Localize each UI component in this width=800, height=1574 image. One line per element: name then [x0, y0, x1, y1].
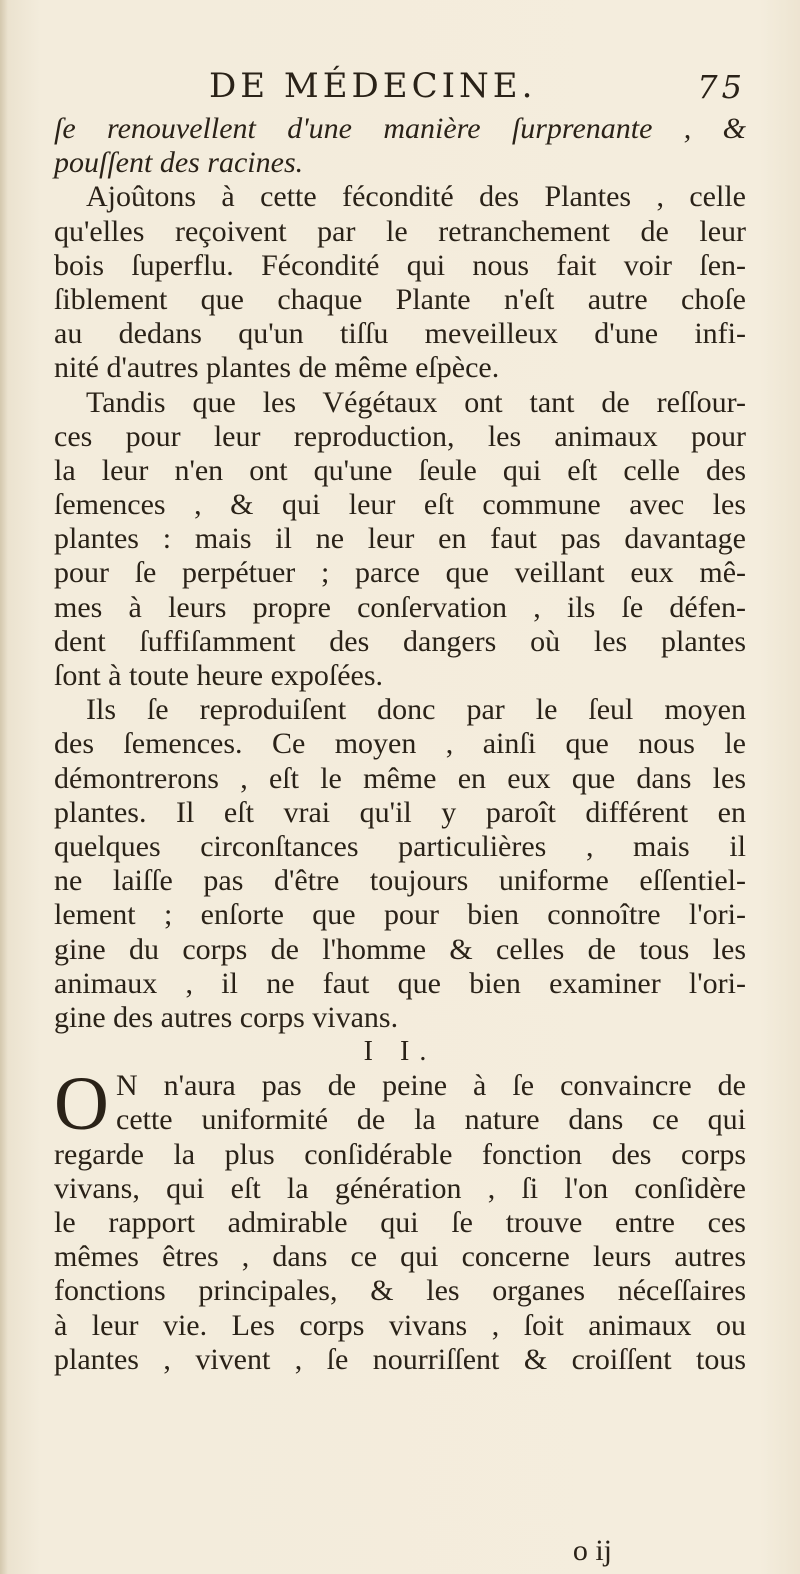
- text-line: gine des autres corps vivans.: [54, 1000, 399, 1034]
- text-line: plantes. Il eſt vrai qu'il y paroît différent en: [54, 795, 746, 829]
- section-number: I I.: [363, 1036, 437, 1068]
- text-line: vivans, qui eſt la génération , ſi l'on conſidère: [54, 1171, 746, 1205]
- text-line-content: N n'aura pas de peine à ſe convaincre de: [116, 1069, 746, 1103]
- text-line: quelques circonſtances particulières , mais il: [54, 829, 746, 863]
- text-line: le rapport admirable qui ſe trouve entre ces: [54, 1206, 746, 1239]
- text-line: démontrerons , eſt le même en eux que dans les: [54, 761, 746, 795]
- page-number: 75: [697, 68, 746, 106]
- text-line: pour ſe perpétuer ; parce que veillant eux mê-: [54, 556, 746, 590]
- text-line: ſe renouvellent d'une manière ſurprenante , &: [54, 112, 746, 145]
- page-binding-shadow: [0, 0, 8, 1574]
- running-head: DE MÉDECINE.: [209, 66, 537, 106]
- text-line: ſemences , & qui leur eſt commune avec les: [54, 488, 746, 522]
- text-line: Tandis que les Végétaux ont tant de reſſour-: [86, 385, 746, 419]
- text-line: ſiblement que chaque Plante n'eſt autre choſe: [54, 282, 746, 316]
- text-line: animaux , il ne faut que bien examiner l'ori-: [54, 966, 746, 1000]
- text-line: dent ſuffiſamment des dangers où les plantes: [54, 624, 746, 658]
- text-line: des ſemences. Ce moyen , ainſi que nous le: [54, 727, 746, 761]
- text-line: regarde la plus conſidérable fonction des corps: [54, 1137, 746, 1171]
- text-line: Ils ſe reproduiſent donc par le ſeul moyen: [86, 693, 746, 727]
- text-line: qu'elles reçoivent par le retranchement de leur: [54, 214, 746, 248]
- page-header: [54, 66, 746, 110]
- text-line: Ajoûtons à cette fécondité des Plantes , celle: [86, 180, 746, 214]
- text-line: au dedans qu'un tiſſu meveilleux d'une infi-: [54, 317, 746, 351]
- text-line: mes à leurs propre conſervation , ils ſe défen-: [54, 590, 746, 624]
- text-line: ces pour leur reproduction, les animaux pour: [54, 419, 746, 453]
- text-line: fonctions principales, & les organes néceſſaires: [54, 1274, 746, 1308]
- text-line: ſont à toute heure expoſées.: [54, 659, 384, 692]
- text-line: pouſſent des racines.: [54, 146, 304, 180]
- text-line: à leur vie. Les corps vivans , ſoit animaux ou: [54, 1308, 746, 1342]
- text-line: plantes : mais il ne leur en faut pas davantage: [54, 522, 746, 556]
- text-line: bois ſuperflu. Fécondité qui nous fait voir ſen-: [54, 248, 746, 282]
- text-line: cette uniformité de la nature dans ce qui: [116, 1103, 746, 1137]
- text-line: nité d'autres plantes de même eſpèce.: [54, 351, 500, 385]
- text-line: lement ; enſorte que pour bien connoître l'ori-: [54, 898, 746, 932]
- body-text: [54, 112, 746, 1377]
- text-line: mêmes êtres , dans ce qui concerne leurs autres: [54, 1240, 746, 1274]
- text-line: plantes , vivent , ſe nourriſſent & croiſſent tous: [54, 1342, 746, 1376]
- drop-cap: O: [54, 1062, 109, 1147]
- text-line: ne laiſſe pas d'être toujours uniforme eſſentiel-: [54, 864, 746, 898]
- text-line: gine du corps de l'homme & celles de tous les: [54, 932, 746, 966]
- text-line: la leur n'en ont qu'une ſeule qui eſt celle des: [54, 453, 746, 487]
- signature-mark: o ij: [572, 1534, 612, 1567]
